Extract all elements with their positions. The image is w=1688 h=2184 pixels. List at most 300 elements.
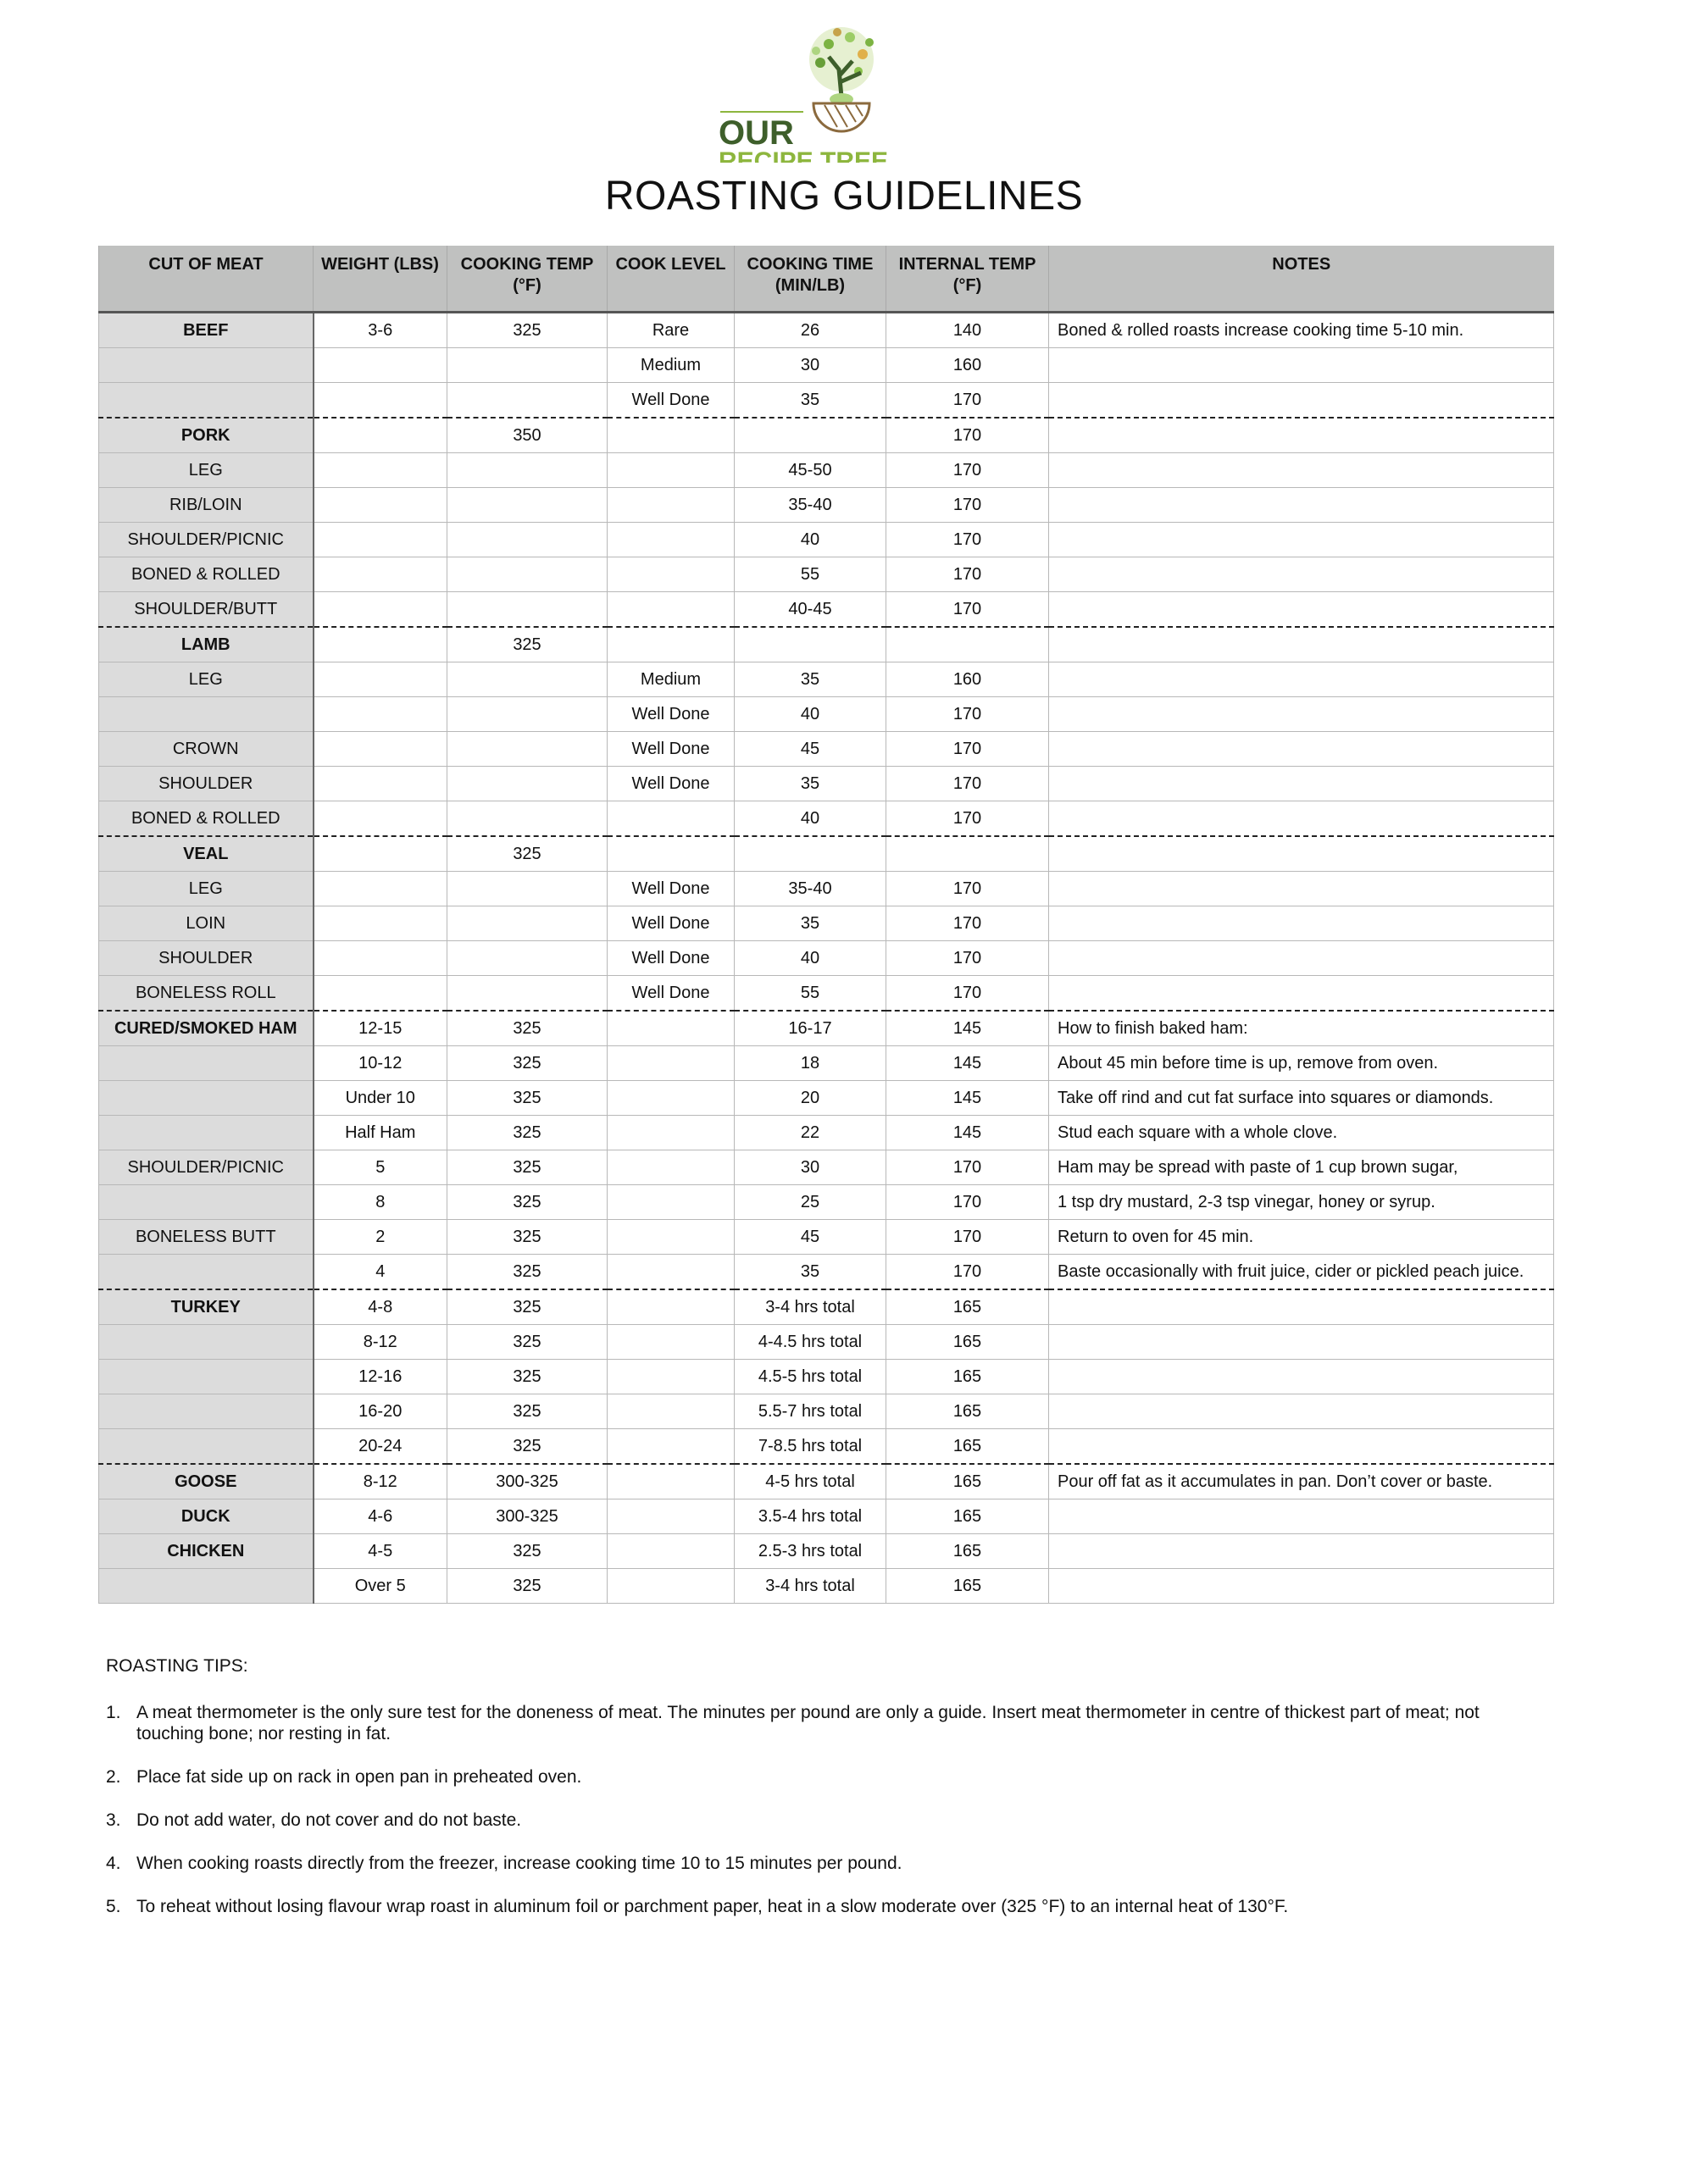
- cell-time: 35-40: [735, 872, 886, 906]
- cell-weight: [314, 453, 447, 488]
- cell-cut: SHOULDER: [99, 941, 314, 976]
- cell-time: 35: [735, 383, 886, 419]
- table-row: [99, 1534, 1554, 1569]
- cell-temp: [447, 941, 608, 976]
- cell-level: Well Done: [608, 767, 735, 801]
- cell-temp: [447, 767, 608, 801]
- cell-internal: 165: [886, 1360, 1049, 1394]
- cell-time: 7-8.5 hrs total: [735, 1429, 886, 1465]
- table-row: [99, 836, 1554, 872]
- cell-time: 40: [735, 523, 886, 557]
- cell-temp: [447, 662, 608, 697]
- tree-icon: [809, 27, 874, 105]
- cell-time: 55: [735, 557, 886, 592]
- cell-weight: Over 5: [314, 1569, 447, 1604]
- cell-notes: [1049, 1360, 1554, 1394]
- cell-internal: 165: [886, 1325, 1049, 1360]
- header-cook-level: COOK LEVEL: [608, 246, 735, 313]
- cell-notes: [1049, 941, 1554, 976]
- table-row: [99, 1325, 1554, 1360]
- cell-time: 35: [735, 662, 886, 697]
- cell-temp: [447, 976, 608, 1012]
- cell-internal: [886, 627, 1049, 662]
- cell-internal: 170: [886, 1255, 1049, 1290]
- cell-cut: [99, 1394, 314, 1429]
- table-row: [99, 976, 1554, 1012]
- cell-temp: [447, 488, 608, 523]
- cell-level: Well Done: [608, 697, 735, 732]
- cell-internal: 165: [886, 1569, 1049, 1604]
- table-row: [99, 732, 1554, 767]
- table-row: [99, 453, 1554, 488]
- cell-weight: 5: [314, 1150, 447, 1185]
- cell-internal: 170: [886, 383, 1049, 419]
- cell-notes: [1049, 1534, 1554, 1569]
- cell-time: 4.5-5 hrs total: [735, 1360, 886, 1394]
- cell-internal: 160: [886, 348, 1049, 383]
- cell-time: 3.5-4 hrs total: [735, 1499, 886, 1534]
- cell-temp: 325: [447, 1081, 608, 1116]
- table-row: [99, 697, 1554, 732]
- cell-cut: TURKEY: [99, 1289, 314, 1325]
- cell-temp: 325: [447, 1116, 608, 1150]
- cell-internal: 160: [886, 662, 1049, 697]
- cell-weight: 8-12: [314, 1325, 447, 1360]
- cell-internal: 170: [886, 523, 1049, 557]
- cell-level: [608, 1569, 735, 1604]
- cell-temp: [447, 592, 608, 628]
- roasting-tips: [106, 1656, 1546, 1939]
- cell-notes: About 45 min before time is up, remove from oven.: [1049, 1046, 1554, 1081]
- cell-internal: 170: [886, 1220, 1049, 1255]
- cell-weight: 3-6: [314, 313, 447, 348]
- cell-cut: SHOULDER/PICNIC: [99, 1150, 314, 1185]
- cell-internal: 170: [886, 1150, 1049, 1185]
- cell-cut: [99, 1116, 314, 1150]
- cell-temp: [447, 732, 608, 767]
- cell-temp: [447, 348, 608, 383]
- cell-notes: [1049, 976, 1554, 1012]
- cell-level: [608, 1150, 735, 1185]
- tip-item: [106, 1853, 1546, 1874]
- cell-notes: [1049, 767, 1554, 801]
- cell-weight: [314, 592, 447, 628]
- cell-cut: DUCK: [99, 1499, 314, 1534]
- cell-level: [608, 1289, 735, 1325]
- cell-cut: [99, 1046, 314, 1081]
- cell-notes: Ham may be spread with paste of 1 cup brown sugar,: [1049, 1150, 1554, 1185]
- cell-weight: [314, 418, 447, 453]
- cell-cut: LOIN: [99, 906, 314, 941]
- cell-internal: 170: [886, 453, 1049, 488]
- cell-time: 55: [735, 976, 886, 1012]
- cell-time: 4-4.5 hrs total: [735, 1325, 886, 1360]
- cell-notes: [1049, 697, 1554, 732]
- cell-notes: [1049, 836, 1554, 872]
- cell-notes: [1049, 1289, 1554, 1325]
- cell-temp: 300-325: [447, 1499, 608, 1534]
- cell-internal: 170: [886, 1185, 1049, 1220]
- cell-time: 4-5 hrs total: [735, 1464, 886, 1499]
- cell-cut: BONELESS BUTT: [99, 1220, 314, 1255]
- cell-temp: 325: [447, 1394, 608, 1429]
- cell-level: [608, 1534, 735, 1569]
- header-cooking-time: COOKING TIME (MIN/LB): [735, 246, 886, 313]
- cell-time: 30: [735, 348, 886, 383]
- table-row: [99, 767, 1554, 801]
- cell-weight: 20-24: [314, 1429, 447, 1465]
- cell-internal: 165: [886, 1499, 1049, 1534]
- cell-level: [608, 1464, 735, 1499]
- table-row: [99, 557, 1554, 592]
- cell-internal: 170: [886, 941, 1049, 976]
- tip-text: To reheat without losing flavour wrap roast in aluminum foil or parchment paper, heat in a slow moderate over (325 °F) to an internal heat of 130°F.: [136, 1897, 1289, 1916]
- cell-weight: 4-8: [314, 1289, 447, 1325]
- cell-cut: [99, 1185, 314, 1220]
- table-row: [99, 1464, 1554, 1499]
- tip-text: When cooking roasts directly from the freezer, increase cooking time 10 to 15 minutes per pound.: [136, 1854, 902, 1873]
- cell-weight: 8: [314, 1185, 447, 1220]
- cell-temp: [447, 801, 608, 837]
- cell-internal: 145: [886, 1081, 1049, 1116]
- cell-cut: SHOULDER: [99, 767, 314, 801]
- cell-weight: [314, 906, 447, 941]
- cell-level: Well Done: [608, 906, 735, 941]
- cell-notes: [1049, 1394, 1554, 1429]
- cell-internal: 170: [886, 732, 1049, 767]
- cell-level: [608, 557, 735, 592]
- cell-temp: [447, 906, 608, 941]
- cell-cut: RIB/LOIN: [99, 488, 314, 523]
- cell-internal: 170: [886, 872, 1049, 906]
- cell-weight: [314, 557, 447, 592]
- cell-notes: [1049, 383, 1554, 419]
- table-row: [99, 801, 1554, 837]
- cell-weight: [314, 872, 447, 906]
- cell-level: Well Done: [608, 976, 735, 1012]
- table-row: [99, 313, 1554, 348]
- tip-text: Do not add water, do not cover and do not baste.: [136, 1810, 522, 1830]
- table-row: [99, 523, 1554, 557]
- cell-time: 35: [735, 767, 886, 801]
- cell-notes: Boned & rolled roasts increase cooking time 5-10 min.: [1049, 313, 1554, 348]
- tip-number: 3.: [106, 1810, 121, 1830]
- cell-notes: [1049, 872, 1554, 906]
- cell-time: 5.5-7 hrs total: [735, 1394, 886, 1429]
- table-row: [99, 1116, 1554, 1150]
- cell-cut: [99, 1081, 314, 1116]
- cell-time: 40: [735, 941, 886, 976]
- cell-level: Medium: [608, 662, 735, 697]
- cell-weight: Half Ham: [314, 1116, 447, 1150]
- table-row: [99, 348, 1554, 383]
- cell-temp: 350: [447, 418, 608, 453]
- cell-cut: LEG: [99, 453, 314, 488]
- cell-cut: BONELESS ROLL: [99, 976, 314, 1012]
- cell-internal: 165: [886, 1464, 1049, 1499]
- header-notes: NOTES: [1049, 246, 1554, 313]
- table-row: [99, 592, 1554, 628]
- cell-notes: [1049, 1569, 1554, 1604]
- cell-temp: 325: [447, 836, 608, 872]
- cell-internal: 170: [886, 488, 1049, 523]
- cell-weight: [314, 767, 447, 801]
- cell-time: 45-50: [735, 453, 886, 488]
- cell-cut: PORK: [99, 418, 314, 453]
- table-row: [99, 488, 1554, 523]
- cell-notes: [1049, 557, 1554, 592]
- cell-cut: VEAL: [99, 836, 314, 872]
- cell-internal: [886, 836, 1049, 872]
- cell-weight: [314, 836, 447, 872]
- tip-number: 2.: [106, 1767, 121, 1787]
- cell-level: [608, 1011, 735, 1046]
- cell-level: Well Done: [608, 383, 735, 419]
- cell-internal: 170: [886, 906, 1049, 941]
- cell-temp: [447, 872, 608, 906]
- table-row: [99, 1499, 1554, 1534]
- table-row: [99, 872, 1554, 906]
- cell-temp: 325: [447, 1429, 608, 1465]
- cell-internal: 165: [886, 1289, 1049, 1325]
- cell-notes: [1049, 1499, 1554, 1534]
- cell-weight: 8-12: [314, 1464, 447, 1499]
- cell-time: [735, 627, 886, 662]
- cell-weight: 12-16: [314, 1360, 447, 1394]
- cell-temp: 325: [447, 313, 608, 348]
- cell-time: 45: [735, 732, 886, 767]
- cell-cut: [99, 1255, 314, 1290]
- cell-notes: [1049, 662, 1554, 697]
- cell-notes: Take off rind and cut fat surface into squares or diamonds.: [1049, 1081, 1554, 1116]
- cell-time: 35: [735, 1255, 886, 1290]
- cell-weight: [314, 627, 447, 662]
- cell-cut: [99, 1325, 314, 1360]
- cell-time: 40-45: [735, 592, 886, 628]
- cell-notes: [1049, 627, 1554, 662]
- tip-number: 1.: [106, 1703, 121, 1722]
- cell-notes: 1 tsp dry mustard, 2-3 tsp vinegar, honey or syrup.: [1049, 1185, 1554, 1220]
- cell-level: [608, 1360, 735, 1394]
- cell-cut: LEG: [99, 662, 314, 697]
- cell-cut: BONED & ROLLED: [99, 557, 314, 592]
- cell-cut: [99, 383, 314, 419]
- cell-internal: 140: [886, 313, 1049, 348]
- table-row: [99, 1429, 1554, 1465]
- cell-time: 26: [735, 313, 886, 348]
- cell-time: 3-4 hrs total: [735, 1289, 886, 1325]
- cell-cut: CROWN: [99, 732, 314, 767]
- table-row: [99, 1185, 1554, 1220]
- cell-level: [608, 453, 735, 488]
- cell-cut: LEG: [99, 872, 314, 906]
- roasting-table: [98, 246, 1554, 1604]
- cell-weight: [314, 383, 447, 419]
- cell-internal: 165: [886, 1394, 1049, 1429]
- cell-temp: [447, 557, 608, 592]
- table-row: [99, 1360, 1554, 1394]
- table-row: [99, 1011, 1554, 1046]
- cell-notes: [1049, 732, 1554, 767]
- cell-notes: [1049, 592, 1554, 628]
- cell-weight: 4: [314, 1255, 447, 1290]
- cell-level: [608, 801, 735, 837]
- tip-item: [106, 1896, 1546, 1917]
- cell-notes: [1049, 348, 1554, 383]
- cell-cut: CURED/SMOKED HAM: [99, 1011, 314, 1046]
- cell-weight: [314, 348, 447, 383]
- cell-weight: [314, 662, 447, 697]
- cell-time: 40: [735, 801, 886, 837]
- cell-temp: 325: [447, 1534, 608, 1569]
- cell-internal: 170: [886, 697, 1049, 732]
- cell-level: [608, 627, 735, 662]
- cell-level: [608, 488, 735, 523]
- cell-weight: [314, 801, 447, 837]
- cell-level: Well Done: [608, 872, 735, 906]
- table-row: [99, 1255, 1554, 1290]
- cell-cut: LAMB: [99, 627, 314, 662]
- cell-level: [608, 1325, 735, 1360]
- cell-temp: 325: [447, 1046, 608, 1081]
- cell-weight: 2: [314, 1220, 447, 1255]
- cell-notes: [1049, 1429, 1554, 1465]
- cell-notes: [1049, 1325, 1554, 1360]
- cell-temp: 325: [447, 1325, 608, 1360]
- tip-number: 4.: [106, 1854, 121, 1873]
- cell-internal: 165: [886, 1429, 1049, 1465]
- cell-level: [608, 1394, 735, 1429]
- cell-time: 35: [735, 906, 886, 941]
- table-row: [99, 1046, 1554, 1081]
- tips-heading: ROASTING TIPS:: [106, 1656, 248, 1676]
- cell-weight: [314, 697, 447, 732]
- cell-level: [608, 1081, 735, 1116]
- logo-text-recipe-tree: RECIPE TREE: [719, 147, 889, 163]
- tip-text: Place fat side up on rack in open pan in preheated oven.: [136, 1767, 582, 1787]
- cell-temp: 325: [447, 1569, 608, 1604]
- table-row: [99, 1289, 1554, 1325]
- cell-level: [608, 1116, 735, 1150]
- cell-notes: Stud each square with a whole clove.: [1049, 1116, 1554, 1150]
- cell-notes: [1049, 453, 1554, 488]
- cell-internal: 170: [886, 592, 1049, 628]
- header-cooking-temp: COOKING TEMP (°F): [447, 246, 608, 313]
- table-header-row: [99, 246, 1554, 313]
- cell-internal: 145: [886, 1116, 1049, 1150]
- header-cut: CUT OF MEAT: [99, 246, 314, 313]
- cell-time: 16-17: [735, 1011, 886, 1046]
- cell-weight: [314, 488, 447, 523]
- cell-time: 3-4 hrs total: [735, 1569, 886, 1604]
- cell-level: Rare: [608, 313, 735, 348]
- cell-temp: 300-325: [447, 1464, 608, 1499]
- cell-temp: [447, 383, 608, 419]
- cell-weight: 16-20: [314, 1394, 447, 1429]
- cell-level: Well Done: [608, 941, 735, 976]
- cell-weight: Under 10: [314, 1081, 447, 1116]
- cell-temp: 325: [447, 1150, 608, 1185]
- cell-level: Medium: [608, 348, 735, 383]
- tip-item: [106, 1702, 1546, 1744]
- cell-time: 45: [735, 1220, 886, 1255]
- cell-cut: SHOULDER/BUTT: [99, 592, 314, 628]
- cell-time: [735, 418, 886, 453]
- cell-temp: 325: [447, 1220, 608, 1255]
- cell-weight: 4-6: [314, 1499, 447, 1534]
- table-row: [99, 627, 1554, 662]
- cell-level: [608, 418, 735, 453]
- cell-level: [608, 1499, 735, 1534]
- cell-time: 22: [735, 1116, 886, 1150]
- cell-weight: [314, 976, 447, 1012]
- cell-temp: 325: [447, 627, 608, 662]
- cell-cut: SHOULDER/PICNIC: [99, 523, 314, 557]
- cell-temp: [447, 453, 608, 488]
- cell-time: 35-40: [735, 488, 886, 523]
- cell-weight: [314, 732, 447, 767]
- cell-level: Well Done: [608, 732, 735, 767]
- logo-text-our: OUR: [719, 114, 794, 152]
- cell-level: [608, 836, 735, 872]
- table-row: [99, 662, 1554, 697]
- cell-weight: 4-5: [314, 1534, 447, 1569]
- page-title: ROASTING GUIDELINES: [604, 174, 1084, 219]
- header-weight: WEIGHT (LBS): [314, 246, 447, 313]
- cell-time: 18: [735, 1046, 886, 1081]
- cell-cut: CHICKEN: [99, 1534, 314, 1569]
- cell-weight: [314, 941, 447, 976]
- tip-item: [106, 1766, 1546, 1788]
- table-row: [99, 418, 1554, 453]
- cell-level: [608, 1046, 735, 1081]
- cell-temp: 325: [447, 1185, 608, 1220]
- cell-notes: [1049, 801, 1554, 837]
- logo: [710, 19, 913, 163]
- cell-temp: 325: [447, 1360, 608, 1394]
- table-row: [99, 1150, 1554, 1185]
- cell-level: [608, 1255, 735, 1290]
- cell-notes: Baste occasionally with fruit juice, cider or pickled peach juice.: [1049, 1255, 1554, 1290]
- cell-internal: 165: [886, 1534, 1049, 1569]
- cell-weight: 10-12: [314, 1046, 447, 1081]
- table-row: [99, 383, 1554, 419]
- table-row: [99, 941, 1554, 976]
- cell-notes: [1049, 523, 1554, 557]
- cell-level: [608, 1429, 735, 1465]
- cell-notes: [1049, 418, 1554, 453]
- cell-time: 20: [735, 1081, 886, 1116]
- cell-cut: BONED & ROLLED: [99, 801, 314, 837]
- cell-notes: Pour off fat as it accumulates in pan. Don’t cover or baste.: [1049, 1464, 1554, 1499]
- table-row: [99, 1569, 1554, 1604]
- cell-time: 30: [735, 1150, 886, 1185]
- cell-notes: How to finish baked ham:: [1049, 1011, 1554, 1046]
- cell-temp: [447, 697, 608, 732]
- cell-weight: 12-15: [314, 1011, 447, 1046]
- cell-temp: 325: [447, 1255, 608, 1290]
- cell-cut: [99, 348, 314, 383]
- cell-cut: BEEF: [99, 313, 314, 348]
- table-row: [99, 1081, 1554, 1116]
- cell-internal: 170: [886, 976, 1049, 1012]
- cell-time: [735, 836, 886, 872]
- table-row: [99, 1220, 1554, 1255]
- cell-level: [608, 1220, 735, 1255]
- cell-cut: [99, 1360, 314, 1394]
- cell-level: [608, 1185, 735, 1220]
- cell-internal: 170: [886, 767, 1049, 801]
